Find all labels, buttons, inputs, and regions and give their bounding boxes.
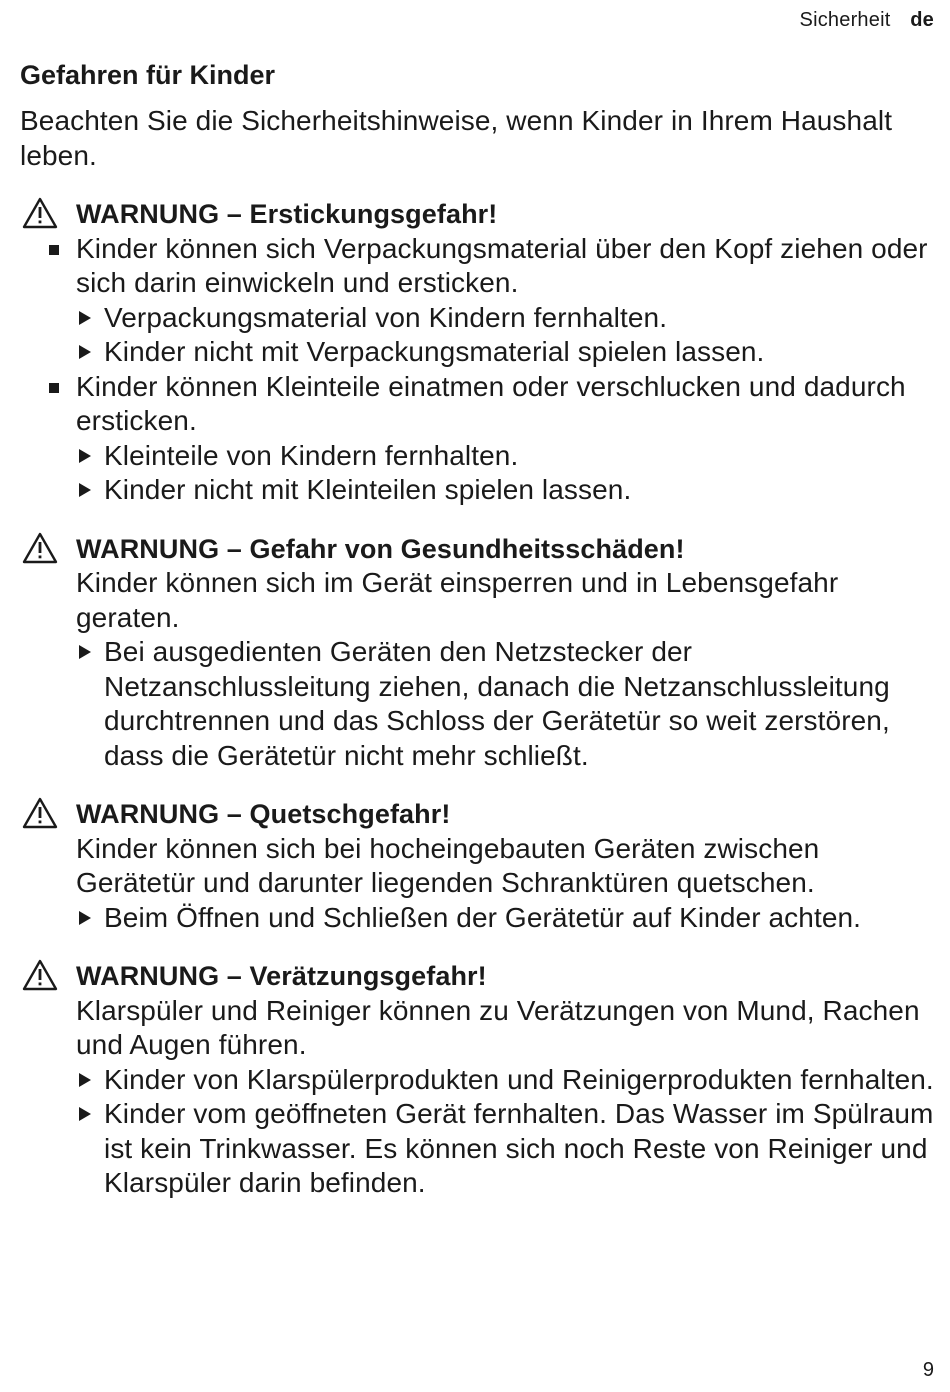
hazard-item [76, 232, 938, 370]
arrow-right-icon [79, 311, 91, 325]
running-header [800, 9, 934, 32]
warning-description: Kinder können sich bei hocheingebauten Geräten zwischen Gerätetür und darunter liegenden Schranktüren quetschen. [76, 832, 820, 898]
warning-title: WARNUNG – Gefahr von Gesundheitsschäden! [76, 533, 685, 564]
warning-triangle-icon [22, 959, 58, 991]
arrow-right-icon [79, 345, 91, 359]
action-item [104, 1097, 938, 1201]
header-section: Sicherheit [799, 9, 891, 31]
header-language: de [910, 9, 934, 31]
warning-crushing [20, 797, 938, 935]
page-title: Gefahren für Kinder [20, 60, 276, 90]
action-item [104, 473, 938, 508]
action-list [76, 1063, 938, 1201]
warning-triangle-icon [22, 532, 58, 564]
action-text: Beim Öffnen und Schließen der Gerätetür auf Kinder achten. [104, 901, 862, 933]
action-text: Verpackungsmaterial von Kindern fernhalten. [104, 301, 668, 333]
warning-description: Klarspüler und Reiniger können zu Verätzungen von Mund, Rachen und Augen führen. [76, 994, 920, 1060]
action-list [76, 635, 938, 773]
arrow-right-icon [79, 1107, 91, 1121]
action-text: Bei ausgedienten Geräten den Netzstecker der Netzanschlussleitung ziehen, danach die Netzanschlussleitung durchtrennen und das Schloss der Gerätetür so weit zerstören, dass die Gerätetür nicht mehr schließt. [104, 636, 890, 771]
page-number: 9 [922, 1359, 934, 1381]
warning-triangle-icon [22, 197, 58, 229]
hazard-text: Kinder können Kleinteile einatmen oder verschlucken und dadurch ersticken. [76, 370, 906, 436]
arrow-right-icon [79, 645, 91, 659]
action-text: Kleinteile von Kindern fernhalten. [104, 439, 519, 471]
action-item [104, 901, 938, 936]
warning-description: Kinder können sich im Gerät einsperren und in Lebensgefahr geraten. [76, 567, 839, 633]
warning-title: WARNUNG – Erstickungsgefahr! [76, 199, 498, 229]
warning-title: WARNUNG – Verätzungsgefahr! [76, 961, 487, 991]
action-text: Kinder vom geöffneten Gerät fernhalten. Das Wasser im Spülraum ist kein Trinkwasser. Es können sich noch Reste von Reiniger und Klarspüler darin befinden. [104, 1098, 934, 1198]
hazard-text: Kinder können sich Verpackungsmaterial über den Kopf ziehen oder sich darin einwickeln und ersticken. [76, 232, 928, 298]
arrow-right-icon [79, 449, 91, 463]
arrow-right-icon [79, 911, 91, 925]
arrow-right-icon [79, 1073, 91, 1087]
warning-title: WARNUNG – Quetschgefahr! [76, 799, 451, 829]
action-list [76, 439, 938, 508]
warning-chemical-burn [20, 959, 938, 1201]
arrow-right-icon [79, 483, 91, 497]
intro-paragraph: Beachten Sie die Sicherheitshinweise, wenn Kinder in Ihrem Haushalt leben. [20, 105, 893, 171]
action-list [76, 301, 938, 370]
action-text: Kinder von Klarspülerprodukten und Reinigerprodukten fernhalten. [104, 1063, 934, 1095]
action-item [104, 635, 938, 773]
warning-triangle-icon [22, 797, 58, 829]
action-item [104, 1063, 938, 1098]
action-item [104, 439, 938, 474]
warning-health-damage [20, 532, 938, 774]
action-item [104, 335, 938, 370]
square-bullet-icon [49, 383, 59, 393]
page-content [20, 58, 938, 1225]
square-bullet-icon [49, 245, 59, 255]
action-text: Kinder nicht mit Kleinteilen spielen lassen. [104, 474, 632, 505]
hazard-item [76, 370, 938, 508]
action-text: Kinder nicht mit Verpackungsmaterial spielen lassen. [104, 336, 765, 367]
warning-suffocation [20, 197, 938, 508]
action-list [76, 901, 938, 936]
hazard-list [76, 232, 938, 508]
action-item [104, 301, 938, 336]
